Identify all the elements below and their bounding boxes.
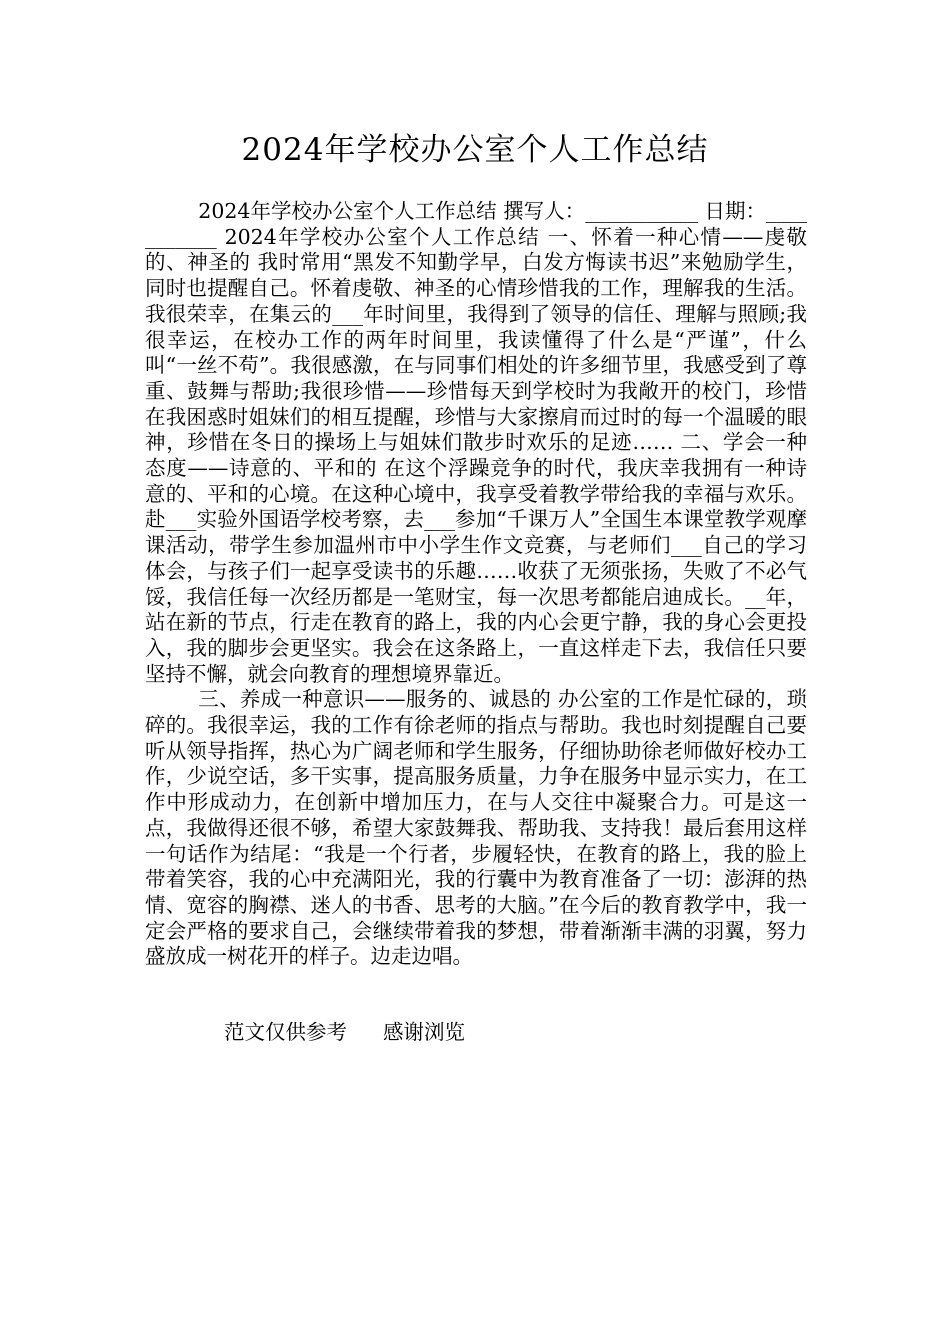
- footer-note-reference: 范文仅供参考: [224, 1020, 347, 1044]
- footer-note-thanks: 感谢浏览: [383, 1020, 465, 1044]
- document-title: 2024年学校办公室个人工作总结: [241, 132, 709, 168]
- body-paragraph-2: 三、养成一种意识——服务的、诚恳的 办公室的工作是忙碌的，琐碎的。我很幸运，我的工作有徐老师的指点与帮助。我也时刻提醒自己要听从领导指挥，热心为广阔老师和学生服务，仔细协助徐老师做好校办工作，少说空话，多干实事，提高服务质量，力争在服务中显示实力，在工作中形成动力，在创新中增加压力，在与人交往中凝聚合力。可是这一点，我做得还很不够，希望大家鼓舞我、帮助我、支持我！最后套用这样一句话作为结尾：“我是一个行者，步履轻快，在教育的路上，我的脸上带着笑容，我的心中充满阳光，我的行囊中为教育准备了一切：澎湃的热情、宽容的胸襟、迷人的书香、思考的大脑。”在今后的教育教学中，我一定会严格的要求自己，会继续带着我的梦想，带着渐渐丰满的羽翼，努力盛放成一树花开的样子。边走边唱。: [145, 687, 807, 969]
- body-paragraph-1: 2024年学校办公室个人工作总结 撰写人：___________ 日期：___________ 2024年学校办公室个人工作总结 一、怀着一种心情——虔敬的、神圣的 我时常用“黑发不知勤学早，白发方悔读书迟”来勉励学生，同时也提醒自己。怀着虔敬、神圣的心情珍惜我的工作，理解我的生活。我很荣幸，在集云的___年时间里，我得到了领导的信任、理解与照顾;我很幸运，在校办工作的两年时间里，我读懂得了什么是“严谨”，什么叫“一丝不苟”。我很感激，在与同事们相处的许多细节里，我感受到了尊重、鼓舞与帮助;我很珍惜——珍惜每天到学校时为我敞开的校门，珍惜在我困惑时姐妹们的相互提醒，珍惜与大家擦肩而过时的每一个温暖的眼神，珍惜在冬日的操场上与姐妹们散步时欢乐的足迹…… 二、学会一种态度——诗意的、平和的 在这个浮躁竞争的时代，我庆幸我拥有一种诗意的、平和的心境。在这种心境中，我享受着教学带给我的幸福与欢乐。赴___实验外国语学校考察，去___参加“千课万人”全国生本课堂教学观摩课活动，带学生参加温州市中小学生作文竞赛，与老师们___自己的学习体会，与孩子们一起享受读书的乐趣……收获了无须张扬，失败了不必气馁，我信任每一次经历都是一笔财宝，每一次思考都能启迪成长。__年，站在新的节点，行走在教育的路上，我的内心会更宁静，我的身心会更投入，我的脚步会更坚实。我会在这条路上，一直这样走下去，我信任只要坚持不懈，就会向教育的理想境界靠近。: [145, 199, 807, 686]
- document-body: [145, 199, 807, 970]
- document-footer: [224, 1019, 465, 1045]
